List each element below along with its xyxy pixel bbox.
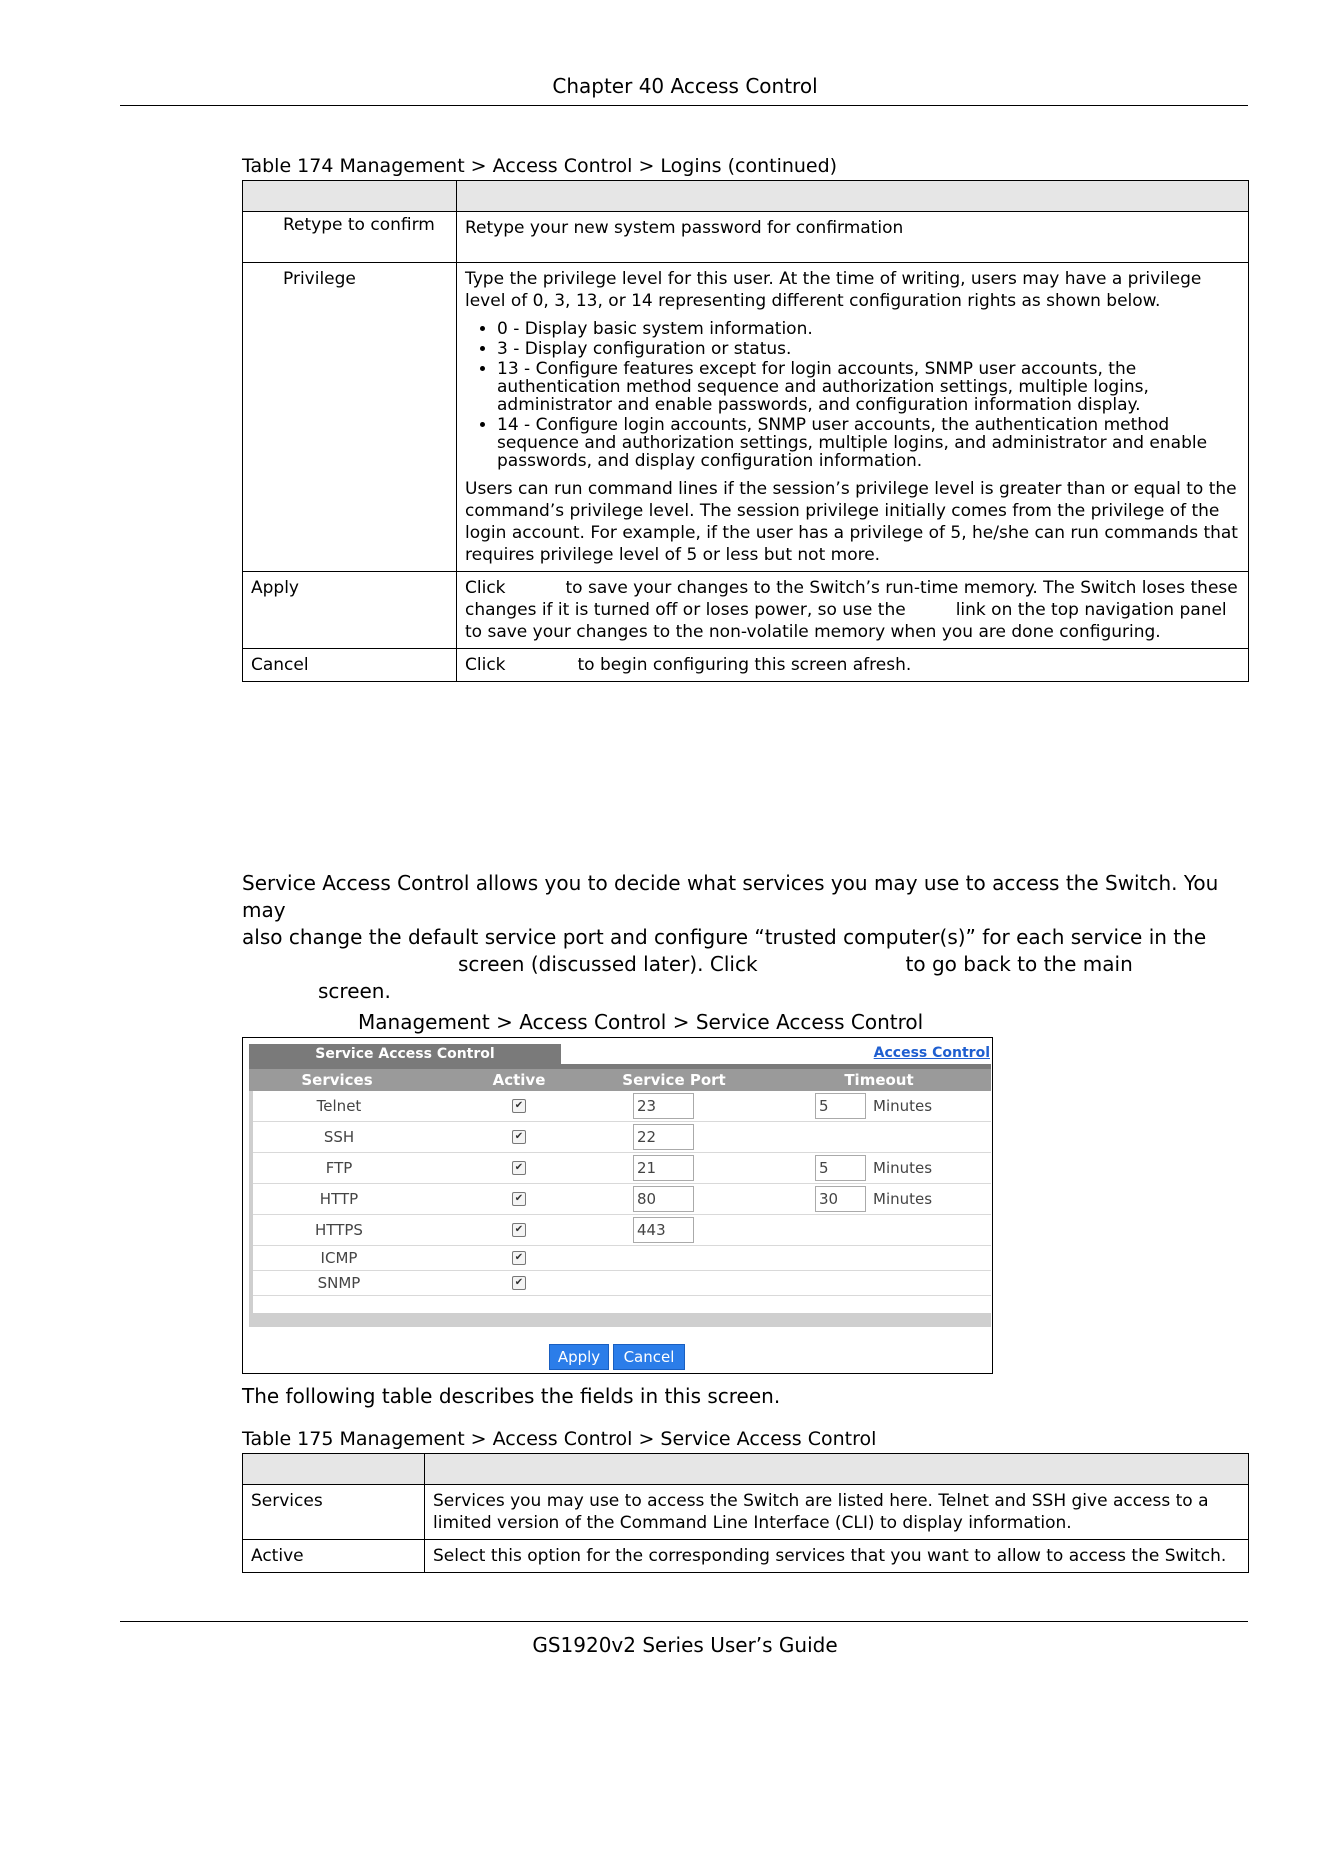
service-name: SNMP bbox=[317, 1274, 361, 1292]
timeout-unit: Minutes bbox=[873, 1159, 933, 1177]
row-label: Retype to confirm bbox=[243, 212, 457, 263]
service-name: ICMP bbox=[320, 1249, 358, 1267]
active-checkbox[interactable]: ✔ bbox=[512, 1161, 526, 1175]
section-body bbox=[242, 870, 1252, 1005]
table-row bbox=[253, 1122, 991, 1153]
header-cell bbox=[457, 181, 1249, 212]
table-row bbox=[253, 1246, 991, 1271]
footer-guide-title: GS1920v2 Series User’s Guide bbox=[532, 1633, 838, 1657]
service-name: HTTP bbox=[319, 1190, 359, 1208]
table-row bbox=[253, 1153, 991, 1184]
active-checkbox[interactable]: ✔ bbox=[512, 1251, 526, 1265]
chapter-title: Chapter 40 Access Control bbox=[552, 74, 818, 98]
table-row bbox=[243, 572, 1249, 649]
body-line: also change the default service port and configure “trusted computer(s)” for each service in the bbox=[242, 925, 1207, 949]
table-row bbox=[253, 1184, 991, 1215]
active-checkbox[interactable]: ✔ bbox=[512, 1130, 526, 1144]
row-description bbox=[457, 649, 1249, 682]
row-description: Select this option for the corresponding services that you want to allow to access the Switch. bbox=[425, 1540, 1249, 1573]
column-header-active: Active bbox=[492, 1071, 546, 1089]
list-item: • 13 - Configure features except for login accounts, SNMP user accounts, the authentication method sequence and authorization settings, multiple logins, administrator and enable passwords, and configuration information display. bbox=[497, 360, 1240, 414]
table-175-caption: Table 175 Management > Access Control > Service Access Control bbox=[242, 1428, 877, 1450]
list-item: • 14 - Configure login accounts, SNMP user accounts, the authentication method sequence and authorization settings, multiple logins, and administrator and enable passwords, and display configuration information. bbox=[497, 416, 1240, 470]
apply-text-1: Click bbox=[465, 578, 506, 598]
active-checkbox[interactable]: ✔ bbox=[512, 1192, 526, 1206]
table-row bbox=[243, 649, 1249, 682]
column-header-row bbox=[249, 1069, 991, 1091]
column-header-services: Services bbox=[301, 1071, 373, 1089]
table-174-caption: Table 174 Management > Access Control > Logins (continued) bbox=[242, 155, 838, 177]
row-label: Apply bbox=[243, 572, 457, 649]
privilege-outro: Users can run command lines if the session’s privilege level is greater than or equal to the command’s privilege level. The session privilege initially comes from the privilege of the login account. For example, if the user has a privilege of 5, he/she can run commands that requires privilege level of 5 or less but not more. bbox=[465, 479, 1238, 565]
timeout-input[interactable]: 5 bbox=[815, 1093, 866, 1119]
row-label: Active bbox=[243, 1540, 425, 1573]
service-port-input[interactable]: 22 bbox=[633, 1124, 694, 1150]
table-header-row bbox=[243, 181, 1249, 212]
header-cell bbox=[425, 1454, 1249, 1485]
service-name: HTTPS bbox=[315, 1221, 363, 1239]
header-rule bbox=[120, 105, 1248, 106]
apply-text-3: link on the top navigation panel to save your changes to the non-volatile memory when you are done configuring. bbox=[465, 600, 1227, 642]
service-port-input[interactable]: 443 bbox=[633, 1217, 694, 1243]
privilege-list bbox=[465, 320, 1240, 470]
table-row bbox=[243, 212, 1249, 263]
row-description: Retype your new system password for confirmation bbox=[457, 212, 1249, 263]
apply-text-2: to save your changes to the Switch’s run-time memory. The Switch loses these changes if it is turned off or loses power, so use the bbox=[465, 578, 1238, 620]
figure-caption: Management > Access Control > Service Access Control bbox=[358, 1010, 924, 1034]
describe-text: The following table describes the fields in this screen. bbox=[242, 1384, 781, 1408]
body-line: screen (discussed later). Click to go back to the main bbox=[458, 952, 1133, 976]
service-name: FTP bbox=[325, 1159, 353, 1177]
body-line: Service Access Control allows you to decide what services you may use to access the Switch. You may bbox=[242, 871, 1219, 922]
table-row bbox=[243, 1540, 1249, 1573]
table-row bbox=[243, 263, 1249, 572]
row-description bbox=[457, 263, 1249, 572]
table-row bbox=[243, 1485, 1249, 1540]
header-cell bbox=[243, 181, 457, 212]
table-header-row bbox=[243, 1454, 1249, 1485]
access-control-link[interactable]: Access Control bbox=[873, 1045, 990, 1061]
table-footer-bar bbox=[249, 1313, 991, 1327]
table-row bbox=[253, 1271, 991, 1296]
timeout-input[interactable]: 5 bbox=[815, 1155, 866, 1181]
column-header-service-port: Service Port bbox=[622, 1071, 726, 1089]
cancel-text-2: to begin configuring this screen afresh. bbox=[577, 655, 912, 675]
header-cell bbox=[243, 1454, 425, 1485]
row-label: Services bbox=[243, 1485, 425, 1540]
body-line: screen. bbox=[318, 979, 391, 1003]
apply-button[interactable]: Apply bbox=[549, 1344, 609, 1370]
service-port-input[interactable]: 23 bbox=[633, 1093, 694, 1119]
table-175 bbox=[242, 1453, 1249, 1573]
active-checkbox[interactable]: ✔ bbox=[512, 1099, 526, 1113]
active-checkbox[interactable]: ✔ bbox=[512, 1276, 526, 1290]
timeout-unit: Minutes bbox=[873, 1097, 933, 1115]
service-access-control-screen bbox=[242, 1037, 993, 1374]
service-name: SSH bbox=[323, 1128, 355, 1146]
row-description bbox=[457, 572, 1249, 649]
row-label: Cancel bbox=[243, 649, 457, 682]
table-row bbox=[253, 1215, 991, 1246]
privilege-intro: Type the privilege level for this user. At the time of writing, users may have a privilege level of 0, 3, 13, or 14 representing different configuration rights as shown below. bbox=[465, 269, 1202, 311]
table-row bbox=[253, 1091, 991, 1122]
row-label: Privilege bbox=[243, 263, 457, 572]
footer-rule bbox=[120, 1621, 1248, 1622]
table-174 bbox=[242, 180, 1249, 682]
list-item: • 3 - Display configuration or status. bbox=[497, 340, 1240, 358]
timeout-input[interactable]: 30 bbox=[815, 1186, 866, 1212]
active-checkbox[interactable]: ✔ bbox=[512, 1223, 526, 1237]
service-name: Telnet bbox=[316, 1097, 362, 1115]
cancel-button[interactable]: Cancel bbox=[613, 1344, 685, 1370]
row-description: Services you may use to access the Switch are listed here. Telnet and SSH give access to a limited version of the Command Line Interface (CLI) to display information. bbox=[425, 1485, 1249, 1540]
cancel-text-1: Click bbox=[465, 655, 506, 675]
service-port-input[interactable]: 21 bbox=[633, 1155, 694, 1181]
list-item: • 0 - Display basic system information. bbox=[497, 320, 1240, 338]
tab-service-access-control[interactable]: Service Access Control bbox=[249, 1044, 561, 1064]
column-header-timeout: Timeout bbox=[844, 1071, 914, 1089]
timeout-unit: Minutes bbox=[873, 1190, 933, 1208]
service-port-input[interactable]: 80 bbox=[633, 1186, 694, 1212]
